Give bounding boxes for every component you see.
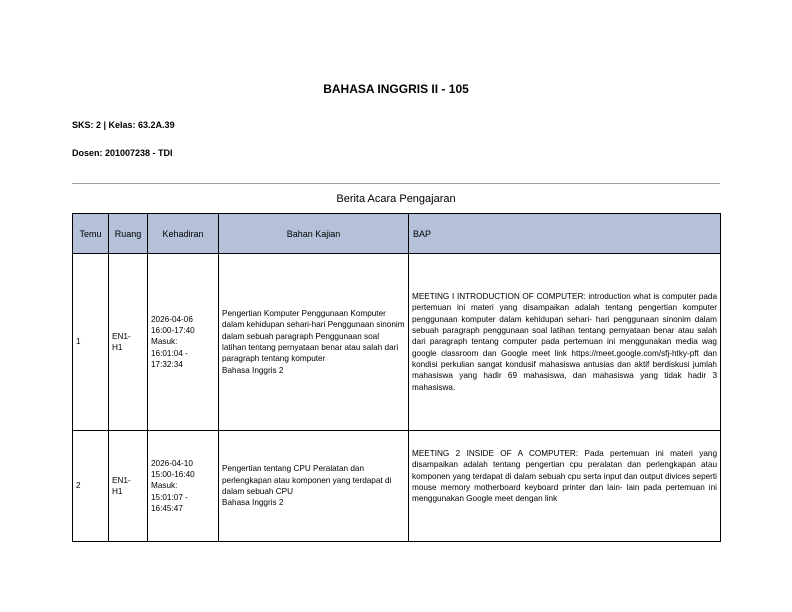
- cell-temu: 2: [73, 431, 109, 542]
- cell-bap: MEETING I INTRODUCTION OF COMPUTER: introduction what is computer pada pertemuan ini materi yang disampaikan adalah tentang pengertian komputer penggunaan komputer dalam kehidupan sehari- hari penggunaan sinonim dalam sebuah paragraph penggunaan soal latihan tentang pernyataan benar atau salah dari paragraph tentang computer pada pertemuan ini menggunakan media wag google classroom dan Google meet link https://meet.google.com/sfj-htky-pft dan kondisi perkulian sangat kondusif mahasiswa antusias dan aktif berdiskusi jumlah mahasiswa yang hadir 69 mahasiswa, dan mahasiswa yang tidak hadir 3 mahasiswa.: [409, 254, 721, 431]
- cell-ruang: EN1- H1: [109, 431, 148, 542]
- cell-kehadiran: 2026-04-10 15:00-16:40 Masuk: 15:01:07 - 16:45:47: [148, 431, 219, 542]
- header-bahan-kajian: Bahan Kajian: [219, 214, 409, 254]
- cell-bap-text: MEETING 2 INSIDE OF A COMPUTER: Pada pertemuan ini materi yang disampaikan adalah tentang pengertian cpu peralatan dan perlengkapan atau komponen yang terdapat di dalam sebuah cpu serta input dan output divices seperti mouse memory motherboard keyboard printer dan lain- lain pada pertemuan ini menggunakan Google meet dengan link: [412, 449, 717, 504]
- table-row: [73, 254, 721, 431]
- header-bap: BAP: [409, 214, 721, 254]
- cell-kehadiran: 2026-04-06 16:00-17:40 Masuk: 16:01:04 - 17:32:34: [148, 254, 219, 431]
- sks-kelas: SKS: 2 | Kelas: 63.2A.39: [72, 120, 175, 130]
- header-kehadiran: Kehadiran: [148, 214, 219, 254]
- header-temu: Temu: [73, 214, 109, 254]
- cell-temu: 1: [73, 254, 109, 431]
- cell-ruang: EN1- H1: [109, 254, 148, 431]
- cell-bahan-kajian: Pengertian Komputer Penggunaan Komputer dalam kehidupan sehari-hari Penggunaan sinonim dalam sebuah paragraph Penggunaan soal latihan tentang pernyataan benar atau salah dari paragraph tentang komputer Bahasa Inggris 2: [219, 254, 409, 431]
- cell-bap: [409, 431, 721, 542]
- cell-bahan-kajian: Pengertian tentang CPU Peralatan dan perlengkapan atau komponen yang terdapat di dalam sebuah CPU Bahasa Inggris 2: [219, 431, 409, 542]
- section-title: Berita Acara Pengajaran: [336, 193, 456, 205]
- bap-table: [72, 213, 721, 542]
- divider: [72, 183, 720, 184]
- dosen: Dosen: 201007238 - TDI: [72, 148, 173, 158]
- course-title: BAHASA INGGRIS II - 105: [323, 82, 469, 96]
- header-ruang: Ruang: [109, 214, 148, 254]
- table-row: [73, 431, 721, 542]
- table-header-row: [73, 214, 721, 254]
